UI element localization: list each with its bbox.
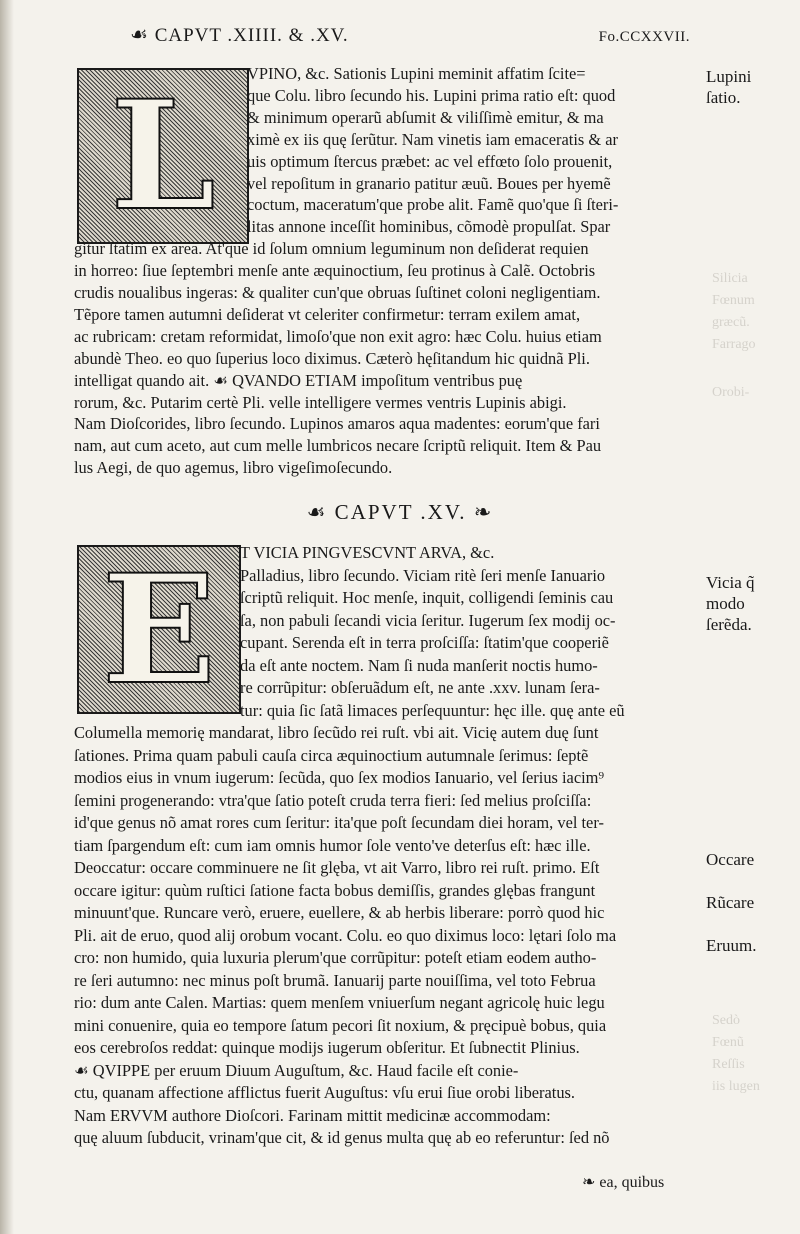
text-line: rio: dum ante Calen. Martias: quem menſem vniuerſum negant agricolę huic legu: [74, 993, 605, 1012]
text-line: Pli. ait de eruo, quod alij orobum vocant. Colu. eo quo diximus loco: lętari ſolo ma: [74, 925, 617, 945]
text-line: gitur ſtatim ex area. At'que id ſolum omnium leguminum non deſiderat requien: [74, 239, 589, 259]
margin-note-line: Vicia q̃: [706, 573, 755, 592]
text-line: tiam ſpargendum eſt: cum iam omnis humor ſole vento've deterſus eſt: hæc ille.: [74, 835, 591, 855]
text-line: Nam ERVVM authore Dioſcori. Farinam mittit medicinæ accommodam:: [74, 1105, 551, 1125]
text-line: vel repoſitum in granario patitur æuũ. Boues per hyemẽ: [247, 173, 611, 193]
bleed-line: græcũ.: [712, 315, 750, 330]
text-line: ſcriptũ reliquit. Hoc menſe, inquit, colligendi ſeminis cau: [240, 588, 614, 607]
running-header: [130, 22, 690, 47]
bleed-line: Sedò: [712, 1013, 740, 1028]
margin-note-runcare: Rũcare: [706, 893, 755, 912]
text-line: quę aluum ſubducit, vrinam'que cit, & id genus multa quę ab eo referuntur: ſed nõ: [74, 1128, 610, 1147]
initial-letter: L: [110, 68, 216, 244]
text-line: tur: quia ſic ſatã limaces perſequuntur: hęc ille. quę ante eũ: [240, 700, 625, 720]
text-line: T VICIA PINGVESCVNT ARVA, &c.: [240, 543, 495, 562]
text-line: & minimum operarũ abſumit & viliſſimè emitur, & ma: [247, 107, 604, 127]
text-line: occare igitur: quùm ruſtici ſatione facta bobus demiſſis, grandes glębas frangunt: [74, 880, 596, 900]
text-line: re corrũpitur: obſeruãdum eſt, ne ante .xxv. lunam ſera-: [240, 678, 600, 697]
text-line: litas annone inceſſit hominibus, cõmodè propulſat. Spar: [247, 217, 611, 237]
bleed-line: Farrago: [712, 337, 756, 352]
text-line: minuunt'que. Runcare verò, eruere, euellere, & ab herbis liberare: porrò quod hic: [74, 903, 605, 922]
text-line: id'que genus nõ amat rores cum ſeritur: ita'que poſt ſecundam diei horam, vel ter-: [74, 813, 604, 832]
text-line: in horreo: ſiue ſeptembri menſe ante æquinoctium, ſeu protinus à Calẽ. Octobris: [74, 261, 596, 281]
text-line: mini conuenire, quia eo tempore ſatum pecori ſit noxium, & pręcipuè bobus, quia: [74, 1015, 607, 1035]
text-line: crudis noualibus ingeras: & qualiter cun'que obruas ſuſtinet coloni negligentiam.: [74, 283, 601, 302]
margin-note-line: ſatio.: [706, 88, 741, 107]
text-line: ximè ex iis quę ſerũtur. Nam vinetis iam emaceratis & ar: [247, 129, 618, 149]
text-line: Deoccatur: occare comminuere ne ſit glęba, vt ait Varro, libro rei ruſt. primo. Eſt: [74, 858, 600, 877]
bleed-through-text: [712, 1010, 760, 1098]
text-line: ſemini progenerando: vtra'que ſatio poteſt cruda terra fieri: ſed melius proſciſſa:: [74, 790, 592, 810]
folio-number: Fo.CCXXVII.: [598, 29, 690, 45]
text-line: cupant. Serenda eſt in terra proſciſſa: ſtatim'que cooperiẽ: [240, 633, 609, 652]
header-title: CAPVT .XIIII. & .XV.: [154, 25, 349, 46]
text-line: que Colu. libro ſecundo his. Lupini prima ratio eſt: quod: [247, 85, 616, 105]
text-line: abundè Theo. eo quo ſuperius loco diximus. Cæterò hęſitandum hic quidnã Pli.: [74, 348, 590, 368]
decorated-initial-l: [77, 68, 249, 244]
margin-note-occare: Occare: [706, 850, 755, 869]
text-line: Columella memorię mandarat, libro ſecũdo rei ruſt. vbi ait. Vicię autem duę ſunt: [74, 723, 599, 742]
text-line: Nam Dioſcorides, libro ſecundo. Lupinos amaros aqua madentes: eorum'que fari: [74, 414, 600, 434]
margin-note-vicia: [706, 572, 755, 635]
margin-note-eruum: Eruum.: [706, 936, 757, 955]
margin-note-line: modo: [706, 594, 745, 613]
decorated-initial-e: [77, 541, 241, 718]
bleed-line: iis lugen: [712, 1079, 760, 1094]
text-line: rorum, &c. Putarim certè Pli. velle intelligere vermes ventris Lupinis abigi.: [74, 392, 567, 412]
text-line: ſationes. Prima quam pabuli cauſa circa æquinoctium autumnale ſerimus: ſeptẽ: [74, 745, 589, 765]
text-line: ctu, quanam affectione afflictus fuerit Auguſtus: vſu erui ſiue orobi liberatus.: [74, 1083, 575, 1102]
initial-letter: E: [101, 541, 217, 718]
page-edge-shadow: [0, 0, 14, 1234]
text-line: re ſeri autumno: nec minus poſt brumã. Ianuarij parte nouiſſima, vel toto Februa: [74, 970, 596, 990]
margin-note-lupini: [706, 66, 751, 108]
bleed-line: Fœnum: [712, 293, 755, 308]
chapter-heading: ☙ CAPVT .XV. ❧: [306, 500, 494, 524]
catchword: ❧ ea, quibus: [582, 1174, 665, 1191]
fleuron-icon: ☙: [130, 24, 149, 46]
text-line: VPINO, &c. Sationis Lupini meminit affatim ſcite=: [247, 64, 586, 83]
text-line: uis optimum ſtercus præbet: ac vel effœto ſolo prouenit,: [247, 151, 613, 171]
text-line: da eſt ante noctem. Nam ſi nuda manſerit noctis humo-: [240, 655, 598, 675]
bleed-line: Reſſis: [712, 1057, 745, 1072]
text-line: coctum, maceratum'que probe alit. Famẽ quo'que ſi ſteri-: [247, 195, 619, 215]
bleed-through-text: [712, 268, 756, 356]
bleed-through-text: Orobi-: [712, 385, 750, 400]
margin-note-line: ſerẽda.: [706, 615, 752, 634]
text-line: modios eius in vnum iugerum: ſecũda, quo ſex modios Ianuario, vel ſerius iacim⁹: [74, 768, 605, 787]
bleed-line: Silicia: [712, 271, 748, 286]
bleed-line: Fœnũ: [712, 1035, 744, 1050]
margin-note-line: Lupini: [706, 67, 752, 86]
text-line: lus Aegi, de quo agemus, libro vigeſimoſecundo.: [74, 458, 393, 478]
text-line: Palladius, libro ſecundo. Viciam ritè ſeri menſe Ianuario: [240, 565, 606, 585]
text-line: intelligat quando ait. ☙ QVANDO ETIAM impoſitum ventribus puę: [74, 370, 523, 390]
text-line: eos cerebroſos reddat: quinque modijs iugerum obſeritur. Et ſubnectit Plinius.: [74, 1038, 580, 1057]
text-line: cro: non humido, quia luxuria plerum'que corrũpitur: poteſt etiam eodem autho-: [74, 948, 597, 967]
text-line: ac rubricam: cretam reformidat, limoſo'que non exit agro: hæc Colu. huius etiam: [74, 326, 602, 346]
text-line: ſa, non pabuli ſecandi vicia ſeritur. Iugerum ſex modij oc-: [240, 610, 616, 630]
text-line: nam, aut cum aceto, aut cum melle lumbricos necare ſcriptũ reliquit. Item & Pau: [74, 436, 602, 456]
text-line: ☙ QVIPPE per eruum Diuum Auguſtum, &c. Haud facile eſt conie-: [74, 1060, 519, 1080]
text-line: Tẽpore tamen autumni deſiderat vt celeriter confirmetur: terram exilem amat,: [74, 304, 581, 324]
